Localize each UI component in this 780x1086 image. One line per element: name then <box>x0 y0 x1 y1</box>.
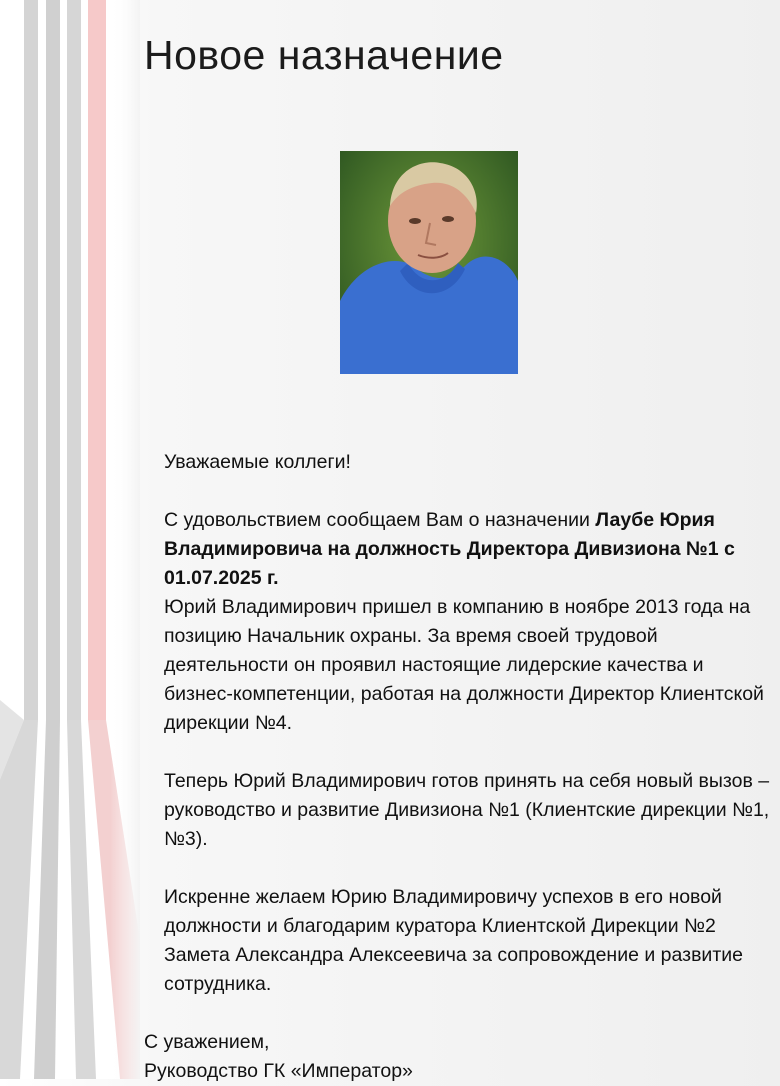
portrait-icon <box>340 151 518 374</box>
portrait-photo <box>340 151 518 374</box>
paragraph-wishes: Искренне желаем Юрию Владимировичу успехов в его новой должности и благодарим куратора Клиентской Дирекции №2 Замета Александра Алексеевича за сопровождение и развитие сотрудника. <box>164 886 743 995</box>
page-title: Новое назначение <box>144 32 504 78</box>
signature: Руководство ГК «Император» <box>144 1060 413 1082</box>
paragraph-new-role: Теперь Юрий Владимирович готов принять на себя новый вызов – руководство и развитие Дивизиона №1 (Клиентские дирекции №1, №3). <box>164 770 770 850</box>
decorative-stripes <box>0 0 140 1079</box>
greeting: Уважаемые коллеги! <box>164 451 351 473</box>
closing: С уважением, <box>144 1031 270 1053</box>
paragraph-career: Юрий Владимирович пришел в компанию в ноябре 2013 года на позицию Начальник охраны. За время своей трудовой деятельности он проявил настоящие лидерские качества и бизнес-компетенции, работая на должности Директор Клиентской дирекции №4. <box>164 596 764 734</box>
announcement-bold: Лаубе Юрия Владимировича на должность Директора Дивизиона №1 с 01.07.2025 г. <box>164 509 735 589</box>
letter-body <box>144 448 770 1086</box>
announcement-lead: С удовольствием сообщаем Вам о назначении <box>164 509 596 531</box>
announcement <box>144 506 770 593</box>
